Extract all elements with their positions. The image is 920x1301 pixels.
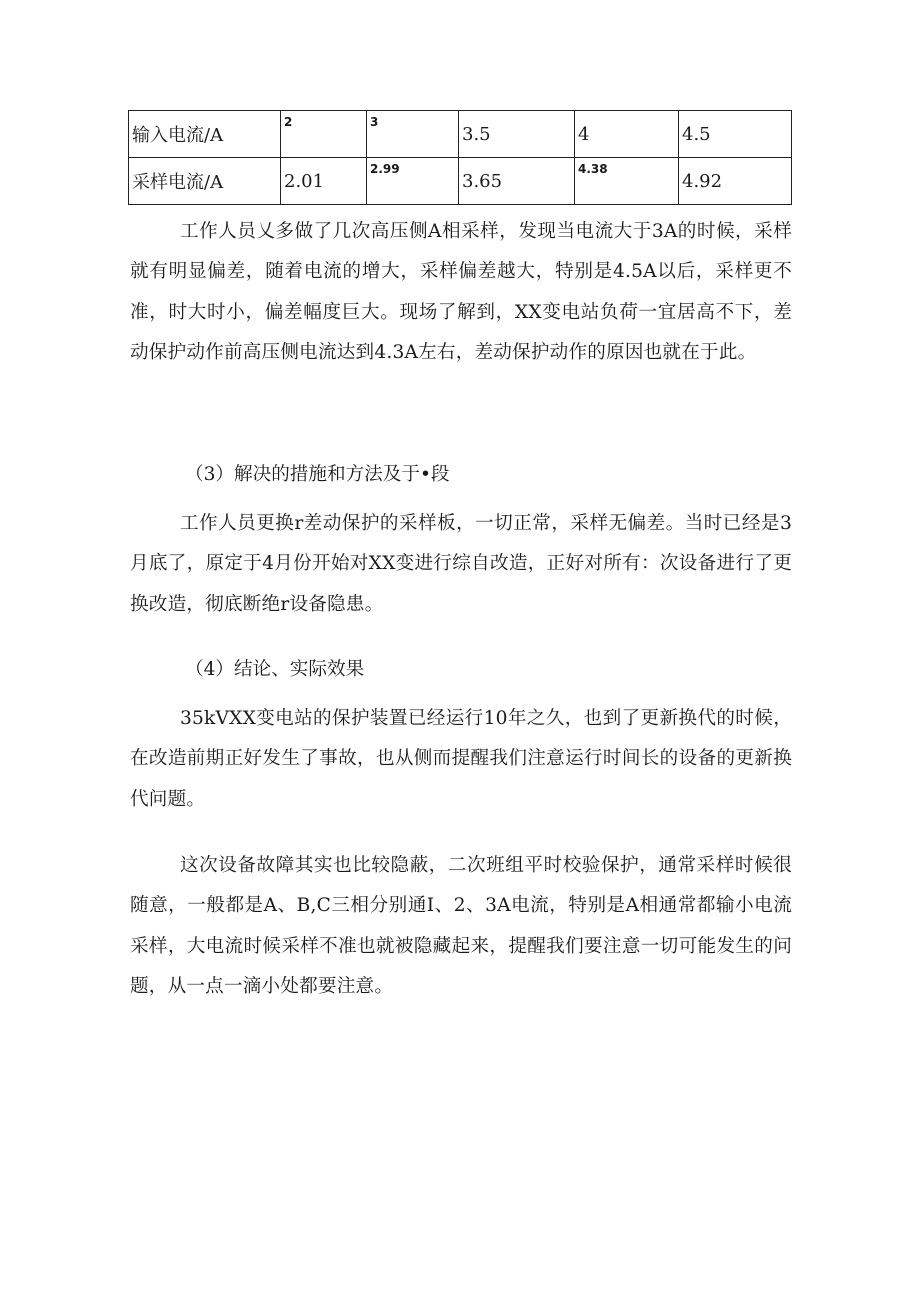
- table-cell: 2.99: [367, 158, 459, 205]
- table-cell: 4.5: [679, 111, 792, 158]
- heading-conclusion: （4）结论、实际效果: [185, 659, 365, 680]
- table-cell: 3.65: [459, 158, 575, 205]
- row-label-input-current: 输入电流/A: [129, 111, 281, 158]
- table-row-sampled-current: [129, 158, 792, 205]
- table-cell: 3.5: [459, 111, 575, 158]
- paragraph-hidden-fault: 这次设备故障其实也比较隐蔽，二次班组平时校验保护，通常采样时候很随意，一般都是A、B,C三相分别通I、2、3A电流，特别是A相通常都输小电流采样，大电流时候采样不准也就被隐藏起来，提醒我们要注意一切可能发生的问题，从一点一滴小处都要注意。: [130, 855, 792, 998]
- table-cell: 4.92: [679, 158, 792, 205]
- table-cell: 2: [281, 111, 367, 158]
- table-cell: 4.38: [575, 158, 679, 205]
- table-row-input-current: [129, 111, 792, 158]
- heading-solution-measures: （3）解决的措施和方法及于•段: [185, 464, 450, 485]
- paragraph-sampling-deviation: 工作人员乂多做了几次高压侧A相采样，发现当电流大于3A的时候，采样就有明显偏差，随着电流的增大，采样偏差越大，特别是4.5A以后，采样更不准，时大时小，偏差幅度巨大。现场了解到，XX变电站负荷一宜居高不下，差动保护动作前高压侧电流达到4.3A左右，差动保护动作的原因也就在于此。: [130, 221, 792, 364]
- paragraph-board-replacement: 工作人员更换r差动保护的采样板，一切正常，采样无偏差。当时已经是3月底了，原定于4月份开始对XX变进行综自改造，正好对所有：次设备进行了更换改造，彻底断绝r设备隐患。: [130, 513, 792, 615]
- table-cell: 2.01: [281, 158, 367, 205]
- current-sampling-table: [128, 110, 792, 205]
- table-cell: 4: [575, 111, 679, 158]
- row-label-sampled-current: 采样电流/A: [129, 158, 281, 205]
- table-cell: 3: [367, 111, 459, 158]
- paragraph-equipment-aging: 35kVXX变电站的保护装置已经运行10年之久，也到了更新换代的时候，在改造前期正好发生了事故，也从侧而提醒我们注意运行时间长的设备的更新换代问题。: [130, 708, 792, 810]
